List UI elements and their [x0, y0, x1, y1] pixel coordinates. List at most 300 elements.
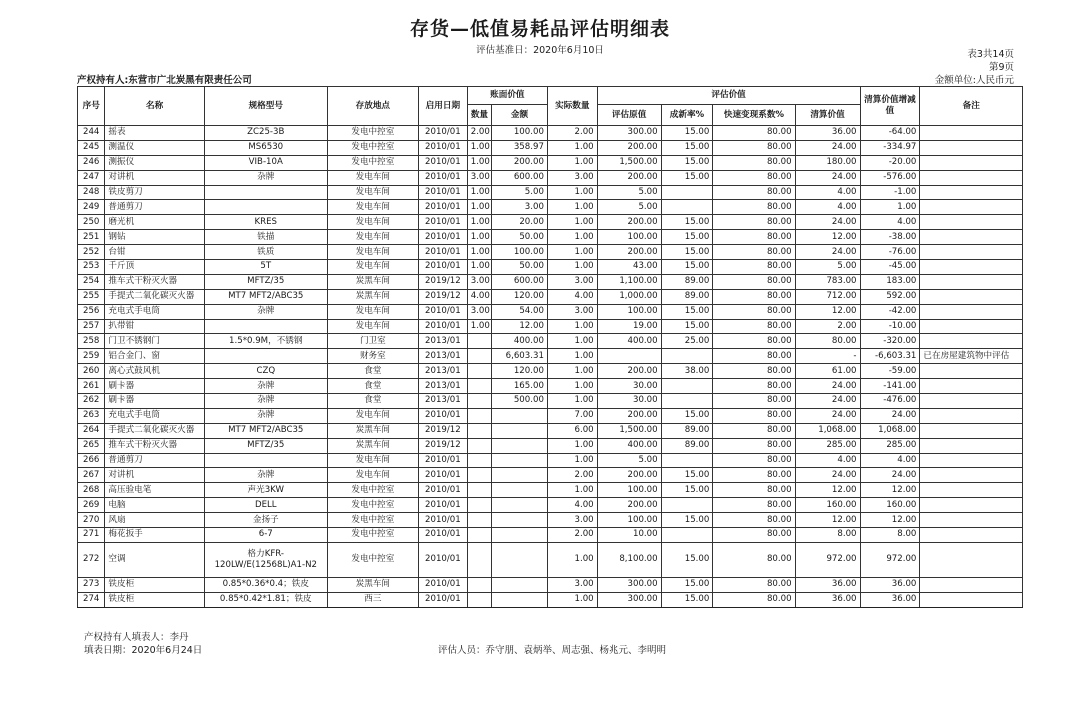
cell-actual-qty: 1.00	[547, 140, 597, 155]
cell-book-amount	[492, 423, 548, 438]
cell-spec: 金扬子	[204, 513, 327, 528]
cell-diff: -45.00	[860, 260, 920, 275]
cell-name: 千斤顶	[105, 260, 204, 275]
cell-liquidation: 36.00	[795, 592, 860, 607]
cell-seq: 251	[78, 230, 105, 245]
cell-newness: 15.00	[661, 155, 713, 170]
cell-book-amount: 5.00	[492, 185, 548, 200]
cell-book-amount: 120.00	[492, 289, 548, 304]
cell-seq: 245	[78, 140, 105, 155]
cell-liquidation: 24.00	[795, 408, 860, 423]
cell-remark	[920, 528, 1023, 543]
cell-diff: -576.00	[860, 170, 920, 185]
cell-actual-qty: 1.00	[547, 215, 597, 230]
cell-liquidation: 8.00	[795, 528, 860, 543]
cell-name: 梅花扳手	[105, 528, 204, 543]
cell-start-date: 2019/12	[419, 289, 468, 304]
cell-book-amount: 54.00	[492, 304, 548, 319]
cell-actual-qty: 1.00	[547, 364, 597, 379]
cell-book-amount	[492, 408, 548, 423]
cell-seq: 255	[78, 289, 105, 304]
cell-remark	[920, 200, 1023, 215]
cell-book-amount: 165.00	[492, 379, 548, 394]
cell-diff: -20.00	[860, 155, 920, 170]
cell-newness: 15.00	[661, 215, 713, 230]
cell-seq: 260	[78, 364, 105, 379]
cell-book-amount: 200.00	[492, 155, 548, 170]
cell-start-date: 2019/12	[419, 423, 468, 438]
cell-actual-qty: 1.00	[547, 319, 597, 334]
header-spec: 规格型号	[204, 87, 327, 126]
cell-remark	[920, 542, 1023, 577]
cell-diff: -334.97	[860, 140, 920, 155]
cell-remark	[920, 453, 1023, 468]
cell-name: 充电式手电筒	[105, 408, 204, 423]
cell-location: 发电中控室	[327, 155, 418, 170]
cell-seq: 253	[78, 260, 105, 275]
cell-actual-qty: 3.00	[547, 274, 597, 289]
cell-location: 炭黑车间	[327, 423, 418, 438]
header-location: 存放地点	[327, 87, 418, 126]
cell-book-amount	[492, 592, 548, 607]
cell-quick-coef: 80.00	[713, 592, 795, 607]
cell-actual-qty: 1.00	[547, 542, 597, 577]
cell-book-amount: 6,603.31	[492, 349, 548, 364]
cell-location: 门卫室	[327, 334, 418, 349]
table-row	[78, 289, 1023, 304]
cell-spec: VIB-10A	[204, 155, 327, 170]
cell-actual-qty: 6.00	[547, 423, 597, 438]
cell-start-date: 2010/01	[419, 513, 468, 528]
header-actual-qty: 实际数量	[547, 87, 597, 126]
cell-diff: 4.00	[860, 453, 920, 468]
cell-start-date: 2010/01	[419, 126, 468, 141]
cell-diff: 1,068.00	[860, 423, 920, 438]
header-name: 名称	[105, 87, 204, 126]
cell-book-amount	[492, 542, 548, 577]
cell-start-date: 2013/01	[419, 394, 468, 409]
table-row	[78, 498, 1023, 513]
cell-orig-value: 400.00	[597, 438, 661, 453]
cell-location: 食堂	[327, 379, 418, 394]
cell-orig-value: 200.00	[597, 468, 661, 483]
cell-orig-value: 200.00	[597, 245, 661, 260]
inventory-table	[77, 86, 1023, 608]
cell-start-date: 2013/01	[419, 349, 468, 364]
cell-location: 发电车间	[327, 468, 418, 483]
cell-location: 发电中控室	[327, 483, 418, 498]
table-row	[78, 215, 1023, 230]
cell-quick-coef: 80.00	[713, 126, 795, 141]
cell-seq: 271	[78, 528, 105, 543]
cell-name: 刷卡器	[105, 394, 204, 409]
cell-book-qty: 1.00	[467, 185, 491, 200]
cell-book-qty: 1.00	[467, 245, 491, 260]
cell-liquidation: 24.00	[795, 245, 860, 260]
header-orig-value: 评估原值	[597, 105, 661, 126]
cell-seq: 252	[78, 245, 105, 260]
table-row	[78, 170, 1023, 185]
cell-name: 离心式鼓风机	[105, 364, 204, 379]
cell-remark	[920, 592, 1023, 607]
table-row	[78, 230, 1023, 245]
cell-start-date: 2010/01	[419, 215, 468, 230]
header-start-date: 启用日期	[419, 87, 468, 126]
cell-book-qty	[467, 438, 491, 453]
cell-liquidation: 12.00	[795, 483, 860, 498]
cell-start-date: 2010/01	[419, 185, 468, 200]
cell-location: 发电车间	[327, 453, 418, 468]
cell-quick-coef: 80.00	[713, 513, 795, 528]
table-row	[78, 577, 1023, 592]
cell-actual-qty: 1.00	[547, 453, 597, 468]
cell-diff: 24.00	[860, 408, 920, 423]
cell-book-qty	[467, 468, 491, 483]
cell-liquidation: 180.00	[795, 155, 860, 170]
cell-newness: 15.00	[661, 126, 713, 141]
cell-newness	[661, 528, 713, 543]
cell-spec	[204, 185, 327, 200]
cell-orig-value: 200.00	[597, 170, 661, 185]
cell-location: 发电车间	[327, 185, 418, 200]
cell-liquidation: 160.00	[795, 498, 860, 513]
cell-orig-value: 100.00	[597, 304, 661, 319]
cell-actual-qty: 3.00	[547, 577, 597, 592]
cell-quick-coef: 80.00	[713, 468, 795, 483]
header-seq: 序号	[78, 87, 105, 126]
cell-seq: 267	[78, 468, 105, 483]
cell-orig-value: 200.00	[597, 140, 661, 155]
page-number: 第9页	[988, 62, 1014, 73]
cell-spec: MFTZ/35	[204, 438, 327, 453]
cell-liquidation: 285.00	[795, 438, 860, 453]
cell-liquidation: 24.00	[795, 379, 860, 394]
cell-book-amount	[492, 468, 548, 483]
table-row	[78, 528, 1023, 543]
cell-actual-qty: 1.00	[547, 334, 597, 349]
footer-filler: 产权持有人填表人：李丹	[84, 632, 189, 643]
cell-book-amount	[492, 483, 548, 498]
cell-remark	[920, 155, 1023, 170]
cell-diff: -141.00	[860, 379, 920, 394]
cell-location: 发电中控室	[327, 140, 418, 155]
cell-book-qty: 3.00	[467, 304, 491, 319]
cell-newness: 15.00	[661, 260, 713, 275]
cell-diff: 183.00	[860, 274, 920, 289]
cell-remark	[920, 140, 1023, 155]
cell-actual-qty: 1.00	[547, 260, 597, 275]
cell-newness: 15.00	[661, 230, 713, 245]
cell-liquidation: 24.00	[795, 394, 860, 409]
cell-spec: 杂牌	[204, 379, 327, 394]
cell-diff: 972.00	[860, 542, 920, 577]
cell-book-qty	[467, 528, 491, 543]
cell-remark	[920, 289, 1023, 304]
cell-book-qty: 1.00	[467, 230, 491, 245]
cell-orig-value: 10.00	[597, 528, 661, 543]
cell-liquidation: 4.00	[795, 453, 860, 468]
cell-book-amount	[492, 453, 548, 468]
cell-start-date: 2010/01	[419, 200, 468, 215]
table-row	[78, 140, 1023, 155]
cell-spec: MS6530	[204, 140, 327, 155]
cell-spec	[204, 349, 327, 364]
cell-start-date: 2010/01	[419, 498, 468, 513]
cell-location: 发电车间	[327, 260, 418, 275]
cell-book-qty: 1.00	[467, 215, 491, 230]
cell-diff: 12.00	[860, 513, 920, 528]
cell-newness: 25.00	[661, 334, 713, 349]
cell-diff: -10.00	[860, 319, 920, 334]
cell-book-qty: 3.00	[467, 170, 491, 185]
cell-liquidation: 12.00	[795, 513, 860, 528]
currency-unit: 金额单位:人民币元	[934, 75, 1014, 86]
cell-spec: 杂牌	[204, 394, 327, 409]
cell-seq: 269	[78, 498, 105, 513]
cell-quick-coef: 80.00	[713, 577, 795, 592]
cell-spec: ZC25-3B	[204, 126, 327, 141]
cell-spec: MFTZ/35	[204, 274, 327, 289]
cell-book-qty: 1.00	[467, 140, 491, 155]
table-row	[78, 438, 1023, 453]
cell-quick-coef: 80.00	[713, 438, 795, 453]
cell-quick-coef: 80.00	[713, 155, 795, 170]
cell-book-qty	[467, 423, 491, 438]
cell-newness: 15.00	[661, 245, 713, 260]
cell-start-date: 2010/01	[419, 408, 468, 423]
cell-quick-coef: 80.00	[713, 349, 795, 364]
cell-book-amount: 50.00	[492, 260, 548, 275]
cell-diff: 24.00	[860, 468, 920, 483]
cell-seq: 258	[78, 334, 105, 349]
cell-orig-value: 100.00	[597, 230, 661, 245]
cell-quick-coef: 80.00	[713, 319, 795, 334]
cell-start-date: 2010/01	[419, 528, 468, 543]
cell-diff: -6,603.31	[860, 349, 920, 364]
cell-name: 普通剪刀	[105, 453, 204, 468]
cell-seq: 244	[78, 126, 105, 141]
cell-actual-qty: 4.00	[547, 289, 597, 304]
cell-remark	[920, 260, 1023, 275]
table-row	[78, 200, 1023, 215]
cell-newness	[661, 394, 713, 409]
header-liquidation: 清算价值	[795, 105, 860, 126]
cell-remark	[920, 513, 1023, 528]
header-book-qty: 数量	[467, 105, 491, 126]
cell-start-date: 2013/01	[419, 379, 468, 394]
cell-seq: 250	[78, 215, 105, 230]
table-row	[78, 379, 1023, 394]
cell-book-amount: 500.00	[492, 394, 548, 409]
cell-actual-qty: 2.00	[547, 126, 597, 141]
cell-orig-value: 100.00	[597, 483, 661, 498]
cell-book-amount: 400.00	[492, 334, 548, 349]
cell-book-qty	[467, 592, 491, 607]
cell-spec	[204, 200, 327, 215]
cell-name: 摇表	[105, 126, 204, 141]
cell-actual-qty: 1.00	[547, 592, 597, 607]
cell-seq: 266	[78, 453, 105, 468]
cell-newness	[661, 453, 713, 468]
cell-diff: 285.00	[860, 438, 920, 453]
table-row	[78, 126, 1023, 141]
cell-name: 刷卡器	[105, 379, 204, 394]
cell-remark	[920, 364, 1023, 379]
cell-actual-qty: 1.00	[547, 245, 597, 260]
cell-start-date: 2010/01	[419, 468, 468, 483]
cell-book-qty	[467, 542, 491, 577]
cell-start-date: 2019/12	[419, 274, 468, 289]
cell-location: 发电中控室	[327, 513, 418, 528]
cell-name: 钢钻	[105, 230, 204, 245]
cell-spec: 0.85*0.42*1.81；铁皮	[204, 592, 327, 607]
cell-newness: 89.00	[661, 438, 713, 453]
cell-actual-qty: 2.00	[547, 468, 597, 483]
cell-remark	[920, 230, 1023, 245]
cell-seq: 246	[78, 155, 105, 170]
cell-book-qty	[467, 334, 491, 349]
cell-quick-coef: 80.00	[713, 528, 795, 543]
cell-book-amount: 358.97	[492, 140, 548, 155]
cell-book-qty	[467, 577, 491, 592]
cell-quick-coef: 80.00	[713, 200, 795, 215]
cell-quick-coef: 80.00	[713, 453, 795, 468]
cell-quick-coef: 80.00	[713, 542, 795, 577]
cell-orig-value: 1,500.00	[597, 423, 661, 438]
cell-actual-qty: 1.00	[547, 185, 597, 200]
cell-spec: 杂牌	[204, 304, 327, 319]
cell-quick-coef: 80.00	[713, 245, 795, 260]
cell-spec: MT7 MFT2/ABC35	[204, 289, 327, 304]
cell-actual-qty: 1.00	[547, 438, 597, 453]
cell-book-amount	[492, 498, 548, 513]
cell-orig-value: 1,000.00	[597, 289, 661, 304]
cell-book-qty: 2.00	[467, 126, 491, 141]
cell-liquidation: 972.00	[795, 542, 860, 577]
cell-liquidation: 36.00	[795, 577, 860, 592]
table-row	[78, 542, 1023, 577]
cell-quick-coef: 80.00	[713, 334, 795, 349]
cell-liquidation: 1,068.00	[795, 423, 860, 438]
cell-quick-coef: 80.00	[713, 185, 795, 200]
cell-seq: 249	[78, 200, 105, 215]
cell-name: 普通剪刀	[105, 200, 204, 215]
cell-liquidation: 24.00	[795, 170, 860, 185]
cell-start-date: 2010/01	[419, 453, 468, 468]
cell-name: 铁皮剪刀	[105, 185, 204, 200]
cell-newness	[661, 498, 713, 513]
cell-book-qty	[467, 408, 491, 423]
cell-location: 炭黑车间	[327, 274, 418, 289]
cell-start-date: 2019/12	[419, 438, 468, 453]
cell-liquidation: 24.00	[795, 140, 860, 155]
cell-newness: 15.00	[661, 513, 713, 528]
cell-book-qty	[467, 349, 491, 364]
cell-book-amount: 600.00	[492, 274, 548, 289]
cell-name: 门卫不锈钢门	[105, 334, 204, 349]
cell-name: 测温仪	[105, 140, 204, 155]
cell-orig-value: 300.00	[597, 577, 661, 592]
footer-fill-date: 填表日期：2020年6月24日	[84, 645, 203, 656]
cell-seq: 262	[78, 394, 105, 409]
document-title: 存货—低值易耗品评估明细表	[409, 18, 670, 40]
header-book-amount: 金额	[492, 105, 548, 126]
cell-book-amount	[492, 438, 548, 453]
cell-newness: 15.00	[661, 483, 713, 498]
cell-remark	[920, 423, 1023, 438]
cell-actual-qty: 1.00	[547, 155, 597, 170]
cell-location: 食堂	[327, 394, 418, 409]
table-row	[78, 394, 1023, 409]
cell-spec: 杂牌	[204, 408, 327, 423]
cell-diff: 12.00	[860, 483, 920, 498]
cell-remark	[920, 245, 1023, 260]
cell-book-amount	[492, 577, 548, 592]
cell-liquidation: 2.00	[795, 319, 860, 334]
cell-orig-value: 300.00	[597, 592, 661, 607]
cell-seq: 256	[78, 304, 105, 319]
cell-newness	[661, 185, 713, 200]
cell-spec: 铁描	[204, 230, 327, 245]
cell-spec: 铁质	[204, 245, 327, 260]
cell-location: 发电车间	[327, 170, 418, 185]
cell-orig-value: 5.00	[597, 185, 661, 200]
cell-book-amount: 100.00	[492, 126, 548, 141]
table-row	[78, 245, 1023, 260]
cell-newness: 15.00	[661, 592, 713, 607]
cell-location: 发电中控室	[327, 542, 418, 577]
cell-newness: 15.00	[661, 468, 713, 483]
cell-book-amount: 12.00	[492, 319, 548, 334]
cell-seq: 273	[78, 577, 105, 592]
cell-name: 扒带钳	[105, 319, 204, 334]
cell-actual-qty: 4.00	[547, 498, 597, 513]
cell-actual-qty: 1.00	[547, 230, 597, 245]
cell-spec: 格力KFR-120LW/E(12568L)A1-N2	[204, 542, 327, 577]
cell-newness: 15.00	[661, 408, 713, 423]
cell-remark	[920, 334, 1023, 349]
cell-diff: 36.00	[860, 592, 920, 607]
cell-spec	[204, 319, 327, 334]
cell-location: 发电中控室	[327, 126, 418, 141]
header-diff: 清算价值增减值	[860, 87, 920, 126]
cell-seq: 264	[78, 423, 105, 438]
cell-seq: 268	[78, 483, 105, 498]
cell-book-qty	[467, 453, 491, 468]
cell-name: 空调	[105, 542, 204, 577]
cell-name: 测振仪	[105, 155, 204, 170]
cell-liquidation: 5.00	[795, 260, 860, 275]
cell-orig-value: 200.00	[597, 364, 661, 379]
cell-orig-value: 100.00	[597, 513, 661, 528]
cell-actual-qty: 1.00	[547, 394, 597, 409]
cell-book-qty: 1.00	[467, 319, 491, 334]
cell-quick-coef: 80.00	[713, 423, 795, 438]
cell-name: 对讲机	[105, 468, 204, 483]
cell-newness	[661, 379, 713, 394]
cell-quick-coef: 80.00	[713, 408, 795, 423]
cell-spec: MT7 MFT2/ABC35	[204, 423, 327, 438]
cell-book-qty	[467, 394, 491, 409]
cell-diff: -320.00	[860, 334, 920, 349]
cell-quick-coef: 80.00	[713, 379, 795, 394]
cell-liquidation: 4.00	[795, 200, 860, 215]
cell-quick-coef: 80.00	[713, 274, 795, 289]
cell-quick-coef: 80.00	[713, 304, 795, 319]
cell-actual-qty: 7.00	[547, 408, 597, 423]
footer-evaluators: 评估人员：乔守朋、袁炳举、周志强、杨兆元、李明明	[438, 645, 667, 656]
table-row	[78, 453, 1023, 468]
